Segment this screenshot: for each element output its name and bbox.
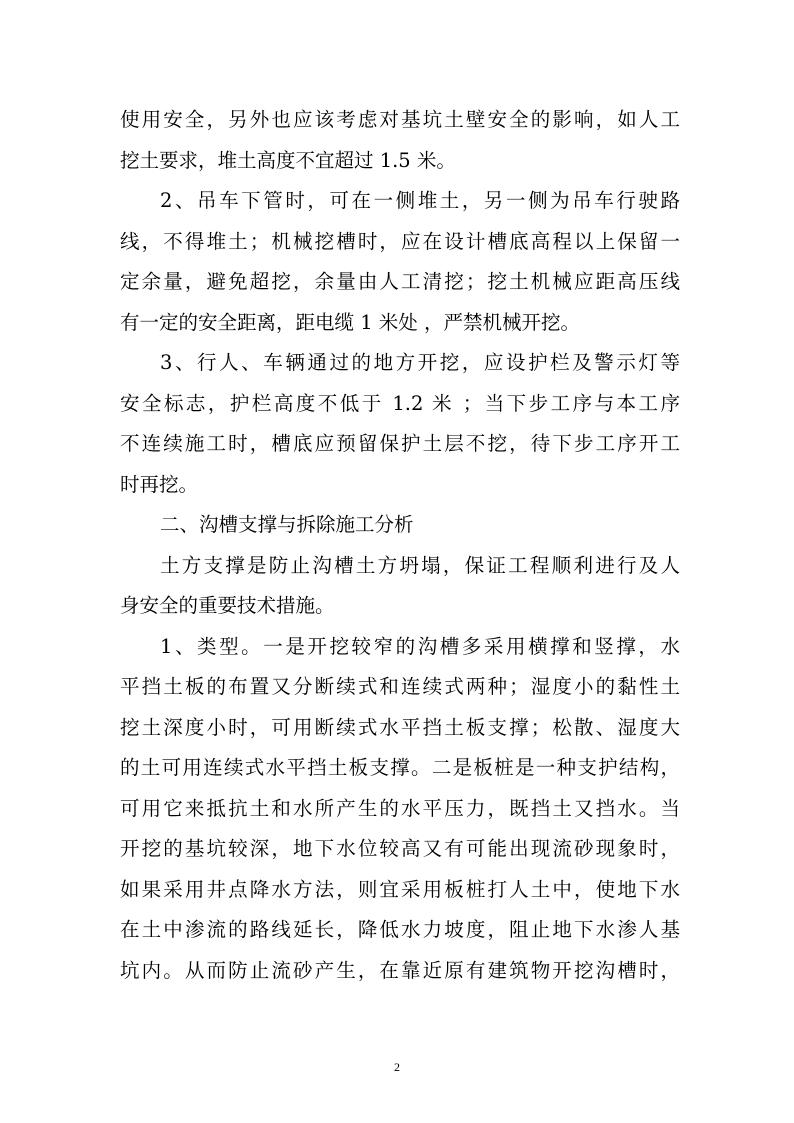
text-line: 二、沟槽支撑与拆除施工分析	[160, 513, 414, 536]
text-line: 安全标志，护栏高度不低于 1.2 米 ；当下步工序与本工序	[120, 391, 680, 415]
text-line: 定余量，避免超挖，余量由人工清挖；挖土机械应距高压线	[120, 270, 680, 293]
text-line: 时再挖。	[120, 472, 199, 496]
text-line: 2、吊车下管时，可在一侧堆土，另一侧为吊车行驶路	[160, 189, 680, 212]
text-line: 开挖的基坑较深，地下水位较高又有可能出现流砂现象时，	[120, 837, 680, 860]
text-line: 如果采用井点降水方法，则宜采用板桩打人土中，使地下水	[120, 877, 680, 901]
text-line: 的土可用连续式水平挡土板支撑。二是板桩是一种支护结构，	[120, 756, 680, 779]
text-line: 有一定的安全距离，距电缆 1 米处 ，严禁机械开挖。	[120, 310, 581, 334]
text-line: 线，不得堆土；机械挖槽时，应在设计槽底高程以上保留一	[120, 229, 680, 253]
text-line: 挖土要求，堆土高度不宜超过 1.5 米。	[120, 148, 456, 172]
text-line: 在土中渗流的路线延长，降低水力坡度，阻止地下水渗人基	[120, 918, 680, 941]
text-line: 不连续施工时，槽底应预留保护土层不挖，待下步工序开工	[120, 432, 680, 455]
text-line: 平挡土板的布置又分断续式和连续式两种；湿度小的黏性土	[120, 675, 680, 698]
text-line: 挖土深度小时，可用断续式水平挡土板支撑；松散、湿度大	[120, 715, 680, 739]
text-line: 1、类型。一是开挖较窄的沟槽多采用横撑和竖撑，水	[160, 634, 680, 658]
body-text	[120, 100, 680, 991]
text-line: 坑内。从而防止流砂产生，在靠近原有建筑物开挖沟槽时，	[120, 958, 680, 982]
text-line: 3、行人、车辆通过的地方开挖，应设护栏及警示灯等	[160, 351, 680, 374]
text-line: 使用安全，另外也应该考虑对基坑土壁安全的影响，如人工	[120, 108, 680, 131]
page-number: 2	[394, 1060, 400, 1074]
text-line: 可用它来抵抗土和水所产生的水平压力，既挡土又挡水。当	[120, 796, 680, 820]
text-line: 土方支撑是防止沟槽土方坍塌，保证工程顺利进行及人	[160, 553, 680, 577]
text-line: 身安全的重要技术措施。	[120, 594, 335, 617]
